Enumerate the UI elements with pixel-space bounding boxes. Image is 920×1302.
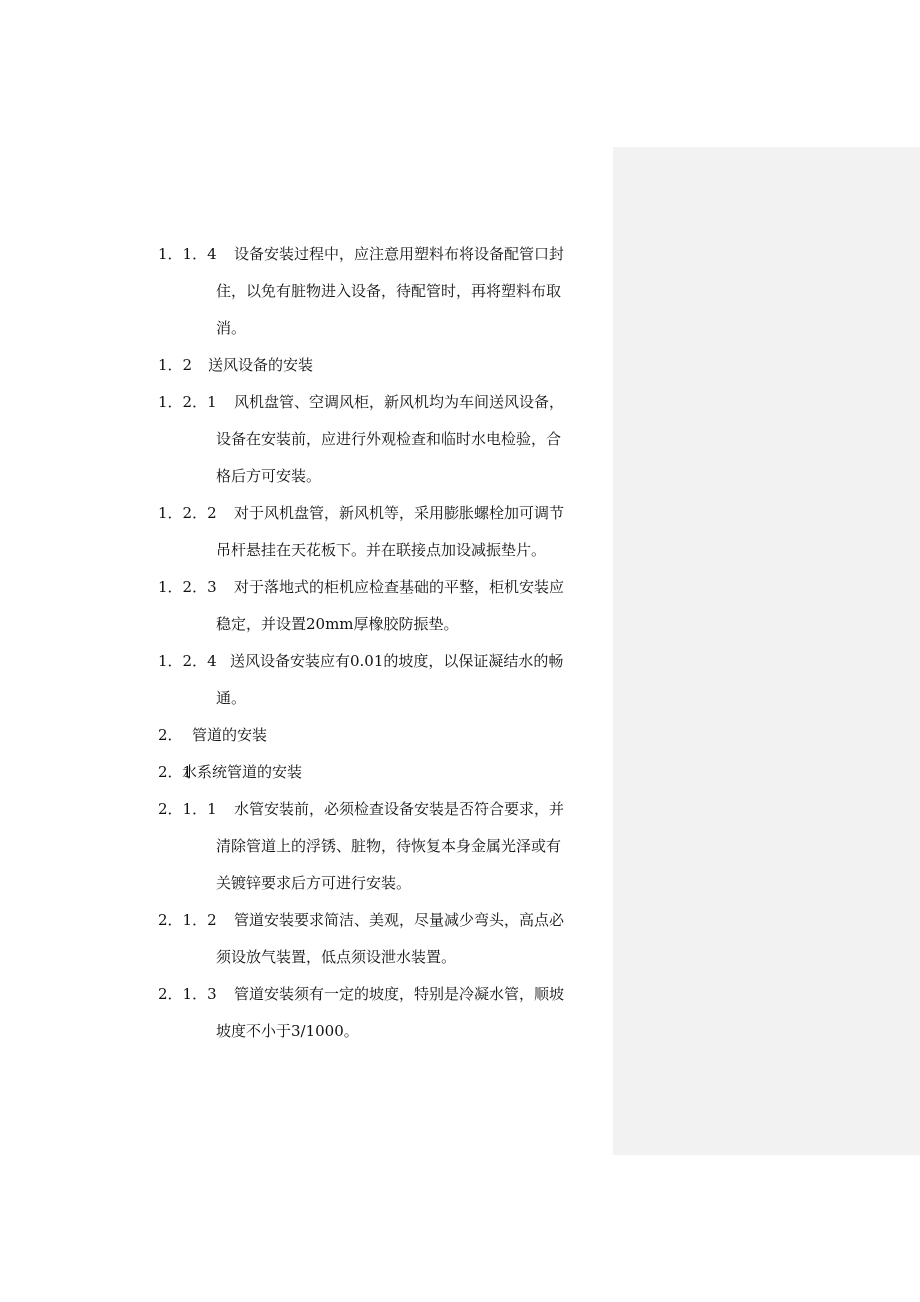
paragraph-line: 关镀锌要求后方可进行安装。 <box>216 874 412 892</box>
paragraph-line: 住，以免有脏物进入设备，待配管时，再将塑料布取 <box>216 282 562 300</box>
paragraph-number: 1．2．2 <box>158 504 217 522</box>
paragraph-line: 格后方可安装。 <box>216 467 322 485</box>
paragraph-line: 设备安装过程中，应注意用塑料布将设备配管口封 <box>234 245 565 263</box>
heading-2 <box>158 717 608 754</box>
heading-text: 送风设备的安装 <box>208 356 314 374</box>
heading-text: 水系统管道的安装 <box>182 763 303 781</box>
paragraph-number: 1．2．3 <box>158 578 217 596</box>
comment-pane <box>613 147 920 1155</box>
paragraph-number: 2．1．2 <box>158 911 217 929</box>
heading-number: 1．2 <box>158 356 193 374</box>
paragraph-number: 1．2．1 <box>158 393 217 411</box>
paragraph-number: 1．1．4 <box>158 245 217 263</box>
paragraph-line: 对于风机盘管，新风机等，采用膨胀螺栓加可调节 <box>234 504 565 522</box>
paragraph-line: 水管安装前，必须检查设备安装是否符合要求，并 <box>234 800 565 818</box>
paragraph-line: 吊杆悬挂在天花板下。并在联接点加设减振垫片。 <box>216 541 547 559</box>
paragraph-line: 坡度不小于3/1000。 <box>216 1022 359 1040</box>
paragraph-1-2-1 <box>158 384 608 495</box>
paragraph-line: 对于落地式的柜机应检查基础的平整，柜机安装应 <box>234 578 565 596</box>
paragraph-1-1-4 <box>158 236 608 347</box>
paragraph-number: 1．2．4 <box>158 652 217 670</box>
paragraph-line: 清除管道上的浮锈、脏物，待恢复本身金属光泽或有 <box>216 837 562 855</box>
paragraph-line: 须设放气装置，低点须设泄水装置。 <box>216 948 457 966</box>
paragraph-line: 设备在安装前，应进行外观检查和临时水电检验，合 <box>216 430 562 448</box>
heading-text: 管道的安装 <box>192 726 268 744</box>
paragraph-1-2-3 <box>158 569 608 643</box>
paragraph-1-2-2 <box>158 495 608 569</box>
document-body <box>158 236 608 1050</box>
paragraph-line: 送风设备安装应有0.01的坡度，以保证凝结水的畅 <box>230 652 564 670</box>
paragraph-line: 通。 <box>216 689 247 707</box>
heading-number: 2．1 <box>158 763 193 781</box>
paragraph-1-2-4 <box>158 643 608 717</box>
heading-1-2 <box>158 347 608 384</box>
paragraph-number: 2．1．3 <box>158 985 217 1003</box>
heading-number: 2． <box>158 726 183 744</box>
paragraph-line: 管道安装须有一定的坡度，特别是冷凝水管，顺坡 <box>234 985 565 1003</box>
paragraph-line: 管道安装要求简洁、美观，尽量减少弯头，高点必 <box>234 911 565 929</box>
paragraph-line: 风机盘管、空调风柜，新风机均为车间送风设备， <box>234 393 565 411</box>
paragraph-2-1-1 <box>158 791 608 902</box>
paragraph-number: 2．1．1 <box>158 800 217 818</box>
paragraph-line: 消。 <box>216 319 247 337</box>
heading-2-1 <box>158 754 608 791</box>
paragraph-2-1-2 <box>158 902 608 976</box>
paragraph-line: 稳定，并设置20mm厚橡胶防振垫。 <box>216 615 459 633</box>
paragraph-2-1-3 <box>158 976 608 1050</box>
